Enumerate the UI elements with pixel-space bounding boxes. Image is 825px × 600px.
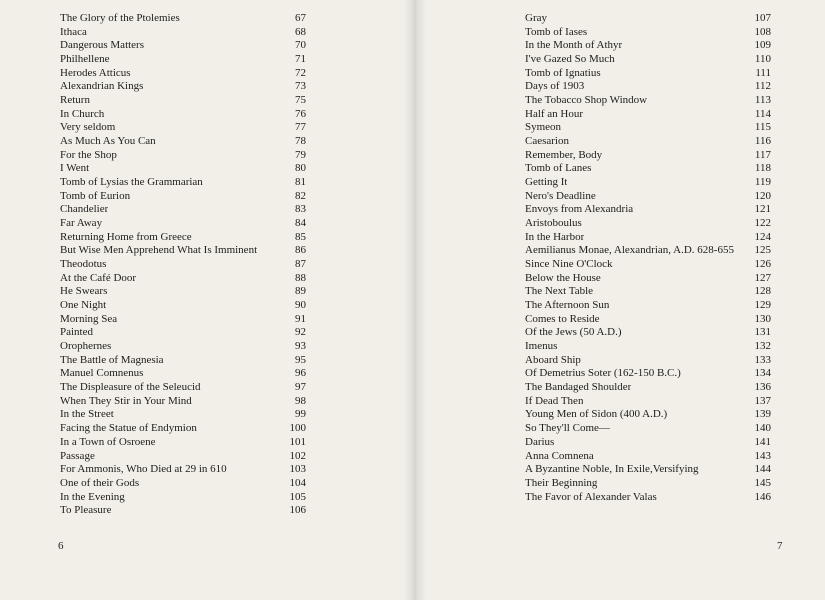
toc-entry	[60, 381, 306, 395]
toc-entry-page-number: 122	[754, 217, 771, 230]
toc-entry	[60, 176, 306, 190]
toc-entry-page-number: 132	[754, 340, 771, 353]
toc-list-right	[525, 12, 771, 504]
toc-entry-title: One of their Gods	[60, 476, 140, 489]
toc-entry	[525, 135, 771, 149]
toc-entry-page-number: 141	[754, 435, 771, 448]
toc-entry-title: Aemilianus Monae, Alexandrian, A.D. 628-655	[525, 244, 734, 257]
toc-entry-title: Morning Sea	[60, 312, 118, 325]
toc-entry	[60, 258, 306, 272]
toc-entry-page-number: 93	[295, 340, 306, 353]
toc-entry-page-number: 126	[754, 258, 771, 271]
toc-entry-title: I've Gazed So Much	[525, 53, 615, 66]
toc-entry	[525, 176, 771, 190]
toc-entry-title: But Wise Men Apprehend What Is Imminent	[60, 244, 258, 257]
toc-entry-title: At the Café Door	[60, 271, 137, 284]
toc-entry-title: Tomb of Lanes	[525, 162, 592, 175]
toc-entry	[525, 53, 771, 67]
toc-entry-title: For Ammonis, Who Died at 29 in 610	[60, 463, 227, 476]
toc-entry-title: If Dead Then	[525, 394, 584, 407]
toc-entry-title: Envoys from Alexandria	[525, 203, 634, 216]
toc-entry	[60, 12, 306, 26]
toc-entry-title: Of Demetrius Soter (162-150 B.C.)	[525, 367, 681, 380]
toc-entry-page-number: 121	[754, 203, 771, 216]
toc-entry-title: Imenus	[525, 340, 558, 353]
toc-entry-title: Tomb of Lysias the Grammarian	[60, 176, 203, 189]
toc-entry	[525, 299, 771, 313]
toc-entry-page-number: 76	[295, 107, 306, 120]
toc-entry	[525, 313, 771, 327]
toc-entry-page-number: 98	[295, 394, 306, 407]
toc-entry	[60, 39, 306, 53]
toc-entry-page-number: 102	[289, 449, 306, 462]
toc-entry	[60, 53, 306, 67]
toc-entry-page-number: 144	[754, 463, 771, 476]
toc-entry	[525, 285, 771, 299]
toc-entry	[525, 217, 771, 231]
toc-entry-page-number: 70	[295, 39, 306, 52]
toc-entry	[60, 408, 306, 422]
toc-entry	[525, 326, 771, 340]
toc-entry-page-number: 114	[754, 107, 771, 120]
toc-entry-page-number: 137	[754, 394, 771, 407]
toc-entry-title: The Glory of the Ptolemies	[60, 12, 180, 24]
toc-entry	[525, 162, 771, 176]
toc-entry-page-number: 125	[754, 244, 771, 257]
toc-entry	[525, 149, 771, 163]
toc-entry-page-number: 115	[754, 121, 771, 134]
toc-entry-page-number: 113	[754, 94, 771, 107]
toc-entry-page-number: 88	[295, 271, 306, 284]
toc-entry-page-number: 78	[295, 135, 306, 148]
toc-entry	[60, 313, 306, 327]
toc-entry-title: As Much As You Can	[60, 135, 156, 148]
toc-entry-title: Symeon	[525, 121, 562, 134]
toc-entry	[525, 367, 771, 381]
toc-entry	[525, 436, 771, 450]
toc-entry-page-number: 136	[754, 381, 771, 394]
toc-entry-title: Theodotus	[60, 258, 107, 271]
toc-entry-page-number: 100	[289, 422, 306, 435]
toc-entry-page-number: 96	[295, 367, 306, 380]
toc-entry-title: Getting It	[525, 176, 568, 189]
toc-entry-page-number: 87	[295, 258, 306, 271]
toc-entry-title: A Byzantine Noble, In Exile,Versifying	[525, 463, 699, 476]
toc-entry-page-number: 128	[754, 285, 771, 298]
toc-entry	[60, 135, 306, 149]
toc-entry	[525, 203, 771, 217]
toc-entry-title: Gray	[525, 12, 547, 24]
toc-entry-page-number: 90	[295, 299, 306, 312]
toc-entry-page-number: 108	[754, 25, 771, 38]
toc-entry-title: I Went	[60, 162, 90, 175]
toc-entry-page-number: 120	[754, 189, 771, 202]
toc-entry-title: One Night	[60, 299, 107, 312]
toc-entry	[525, 80, 771, 94]
toc-entry	[60, 299, 306, 313]
toc-entry-title: To Pleasure	[60, 504, 112, 517]
toc-entry-title: Ithaca	[60, 25, 87, 38]
toc-entry	[525, 491, 771, 505]
toc-entry-title: Below the House	[525, 271, 601, 284]
toc-entry-page-number: 85	[295, 230, 306, 243]
toc-entry-page-number: 73	[295, 80, 306, 93]
toc-entry-title: Orophernes	[60, 340, 112, 353]
toc-entry-page-number: 143	[754, 449, 771, 462]
toc-entry-page-number: 139	[754, 408, 771, 421]
toc-entry-title: Chandelier	[60, 203, 109, 216]
toc-entry-page-number: 82	[295, 189, 306, 202]
toc-entry-page-number: 107	[754, 12, 771, 24]
toc-entry-page-number: 68	[295, 25, 306, 38]
toc-entry	[525, 258, 771, 272]
toc-entry-page-number: 77	[295, 121, 306, 134]
toc-entry-title: Caesarion	[525, 135, 569, 148]
toc-entry	[60, 80, 306, 94]
toc-entry-title: In the Harbor	[525, 230, 585, 243]
toc-entry-page-number: 119	[754, 176, 771, 189]
toc-entry	[525, 477, 771, 491]
toc-entry-title: In the Street	[60, 408, 114, 421]
toc-entry-title: In Church	[60, 107, 105, 120]
toc-entry-title: Return	[60, 94, 90, 107]
toc-entry	[60, 340, 306, 354]
toc-entry	[60, 121, 306, 135]
toc-entry	[525, 26, 771, 40]
toc-entry-page-number: 91	[295, 312, 306, 325]
toc-entry	[525, 354, 771, 368]
toc-entry	[60, 326, 306, 340]
toc-entry-page-number: 99	[295, 408, 306, 421]
toc-entry-page-number: 118	[754, 162, 771, 175]
toc-entry-page-number: 140	[754, 422, 771, 435]
toc-entry-page-number: 110	[754, 53, 771, 66]
toc-entry	[60, 67, 306, 81]
toc-entry	[60, 285, 306, 299]
toc-entry	[60, 450, 306, 464]
toc-entry	[60, 203, 306, 217]
toc-entry-title: The Favor of Alexander Valas	[525, 490, 657, 503]
toc-entry-title: The Bandaged Shoulder	[525, 381, 632, 394]
toc-entry-page-number: 84	[295, 217, 306, 230]
toc-entry	[525, 190, 771, 204]
toc-entry-title: Very seldom	[60, 121, 116, 134]
toc-entry-page-number: 75	[295, 94, 306, 107]
toc-entry-page-number: 105	[289, 490, 306, 503]
toc-entry	[525, 39, 771, 53]
toc-entry-page-number: 116	[754, 135, 771, 148]
toc-entry	[525, 408, 771, 422]
toc-entry-title: For the Shop	[60, 148, 117, 161]
toc-entry	[525, 94, 771, 108]
toc-entry-title: Tomb of Ignatius	[525, 66, 601, 79]
toc-entry-title: Young Men of Sidon (400 A.D.)	[525, 408, 668, 421]
toc-entry-title: The Displeasure of the Seleucid	[60, 381, 201, 394]
toc-entry	[525, 381, 771, 395]
toc-entry	[525, 422, 771, 436]
toc-entry-page-number: 111	[755, 66, 771, 79]
toc-entry-title: Nero's Deadline	[525, 189, 596, 202]
toc-entry	[60, 477, 306, 491]
toc-entry-page-number: 146	[754, 490, 771, 503]
toc-entry-title: Aboard Ship	[525, 353, 581, 366]
toc-entry	[525, 121, 771, 135]
toc-entry-page-number: 133	[754, 353, 771, 366]
toc-list-left	[60, 12, 306, 518]
toc-entry-page-number: 80	[295, 162, 306, 175]
left-page	[0, 0, 412, 600]
toc-entry-page-number: 79	[295, 148, 306, 161]
toc-entry-title: Passage	[60, 449, 95, 462]
toc-entry	[525, 450, 771, 464]
toc-entry-title: Tomb of Eurion	[60, 189, 131, 202]
toc-entry	[60, 367, 306, 381]
toc-entry-page-number: 112	[754, 80, 771, 93]
toc-entry-title: Aristoboulus	[525, 217, 582, 230]
toc-entry-title: Comes to Reside	[525, 312, 600, 325]
toc-entry-page-number: 86	[295, 244, 306, 257]
toc-entry-title: Of the Jews (50 A.D.)	[525, 326, 622, 339]
toc-entry	[525, 12, 771, 26]
toc-entry	[60, 94, 306, 108]
toc-entry-page-number: 95	[295, 353, 306, 366]
toc-entry-title: Darius	[525, 435, 555, 448]
toc-entry-title: Manuel Comnenus	[60, 367, 144, 380]
toc-entry-title: Half an Hour	[525, 107, 584, 120]
toc-entry	[525, 67, 771, 81]
toc-entry-title: The Battle of Magnesia	[60, 353, 164, 366]
toc-entry-title: Dangerous Matters	[60, 39, 145, 52]
toc-entry-title: Days of 1903	[525, 80, 585, 93]
toc-entry	[525, 108, 771, 122]
toc-entry-title: He Swears	[60, 285, 108, 298]
toc-entry-title: The Next Table	[525, 285, 594, 298]
toc-entry	[60, 491, 306, 505]
toc-entry	[60, 149, 306, 163]
toc-entry	[60, 272, 306, 286]
toc-entry-page-number: 106	[289, 504, 306, 517]
toc-entry-page-number: 145	[754, 476, 771, 489]
toc-entry	[60, 108, 306, 122]
toc-entry-page-number: 129	[754, 299, 771, 312]
toc-entry-title: Facing the Statue of Endymion	[60, 422, 197, 435]
toc-entry-title: When They Stir in Your Mind	[60, 394, 192, 407]
toc-entry	[60, 244, 306, 258]
toc-entry-page-number: 131	[754, 326, 771, 339]
page-number-right: 7	[777, 540, 783, 552]
toc-entry-page-number: 83	[295, 203, 306, 216]
page-number-left: 6	[58, 540, 64, 552]
toc-entry-title: Herodes Atticus	[60, 66, 131, 79]
toc-entry	[525, 340, 771, 354]
toc-entry-page-number: 71	[295, 53, 306, 66]
toc-entry-title: Since Nine O'Clock	[525, 258, 613, 271]
toc-entry-page-number: 117	[754, 148, 771, 161]
toc-entry-page-number: 72	[295, 66, 306, 79]
toc-entry	[60, 26, 306, 40]
toc-entry-page-number: 103	[289, 463, 306, 476]
toc-entry-page-number: 67	[295, 12, 306, 24]
toc-entry-page-number: 89	[295, 285, 306, 298]
toc-entry-title: In the Evening	[60, 490, 125, 503]
toc-entry-page-number: 109	[754, 39, 771, 52]
toc-entry-title: In a Town of Osroene	[60, 435, 156, 448]
toc-entry	[60, 190, 306, 204]
toc-entry-page-number: 92	[295, 326, 306, 339]
toc-entry	[525, 231, 771, 245]
toc-entry-page-number: 104	[289, 476, 306, 489]
toc-entry-title: Painted	[60, 326, 93, 339]
toc-entry-title: So They'll Come—	[525, 422, 610, 435]
toc-entry	[60, 217, 306, 231]
toc-entry	[60, 504, 306, 518]
toc-entry-title: Far Away	[60, 217, 103, 230]
toc-entry-title: Anna Comnena	[525, 449, 594, 462]
toc-entry-page-number: 130	[754, 312, 771, 325]
toc-entry-title: Their Beginning	[525, 476, 598, 489]
toc-entry-page-number: 97	[295, 381, 306, 394]
toc-entry-page-number: 127	[754, 271, 771, 284]
toc-entry-title: The Tobacco Shop Window	[525, 94, 648, 107]
toc-entry	[60, 354, 306, 368]
toc-entry	[60, 162, 306, 176]
toc-entry-title: Tomb of Iases	[525, 25, 588, 38]
toc-entry	[60, 436, 306, 450]
toc-entry-title: Remember, Body	[525, 148, 603, 161]
toc-entry-page-number: 124	[754, 230, 771, 243]
toc-entry-title: Returning Home from Greece	[60, 230, 192, 243]
toc-entry-title: In the Month of Athyr	[525, 39, 623, 52]
toc-entry-page-number: 101	[289, 435, 306, 448]
toc-entry	[525, 272, 771, 286]
toc-entry-title: Alexandrian Kings	[60, 80, 144, 93]
toc-entry-page-number: 81	[295, 176, 306, 189]
toc-entry	[60, 231, 306, 245]
toc-entry-title: The Afternoon Sun	[525, 299, 610, 312]
toc-entry	[525, 463, 771, 477]
toc-entry	[60, 395, 306, 409]
toc-entry	[60, 422, 306, 436]
toc-entry	[60, 463, 306, 477]
toc-entry-page-number: 134	[754, 367, 771, 380]
toc-entry	[525, 244, 771, 258]
toc-entry-title: Philhellene	[60, 53, 110, 66]
toc-entry	[525, 395, 771, 409]
